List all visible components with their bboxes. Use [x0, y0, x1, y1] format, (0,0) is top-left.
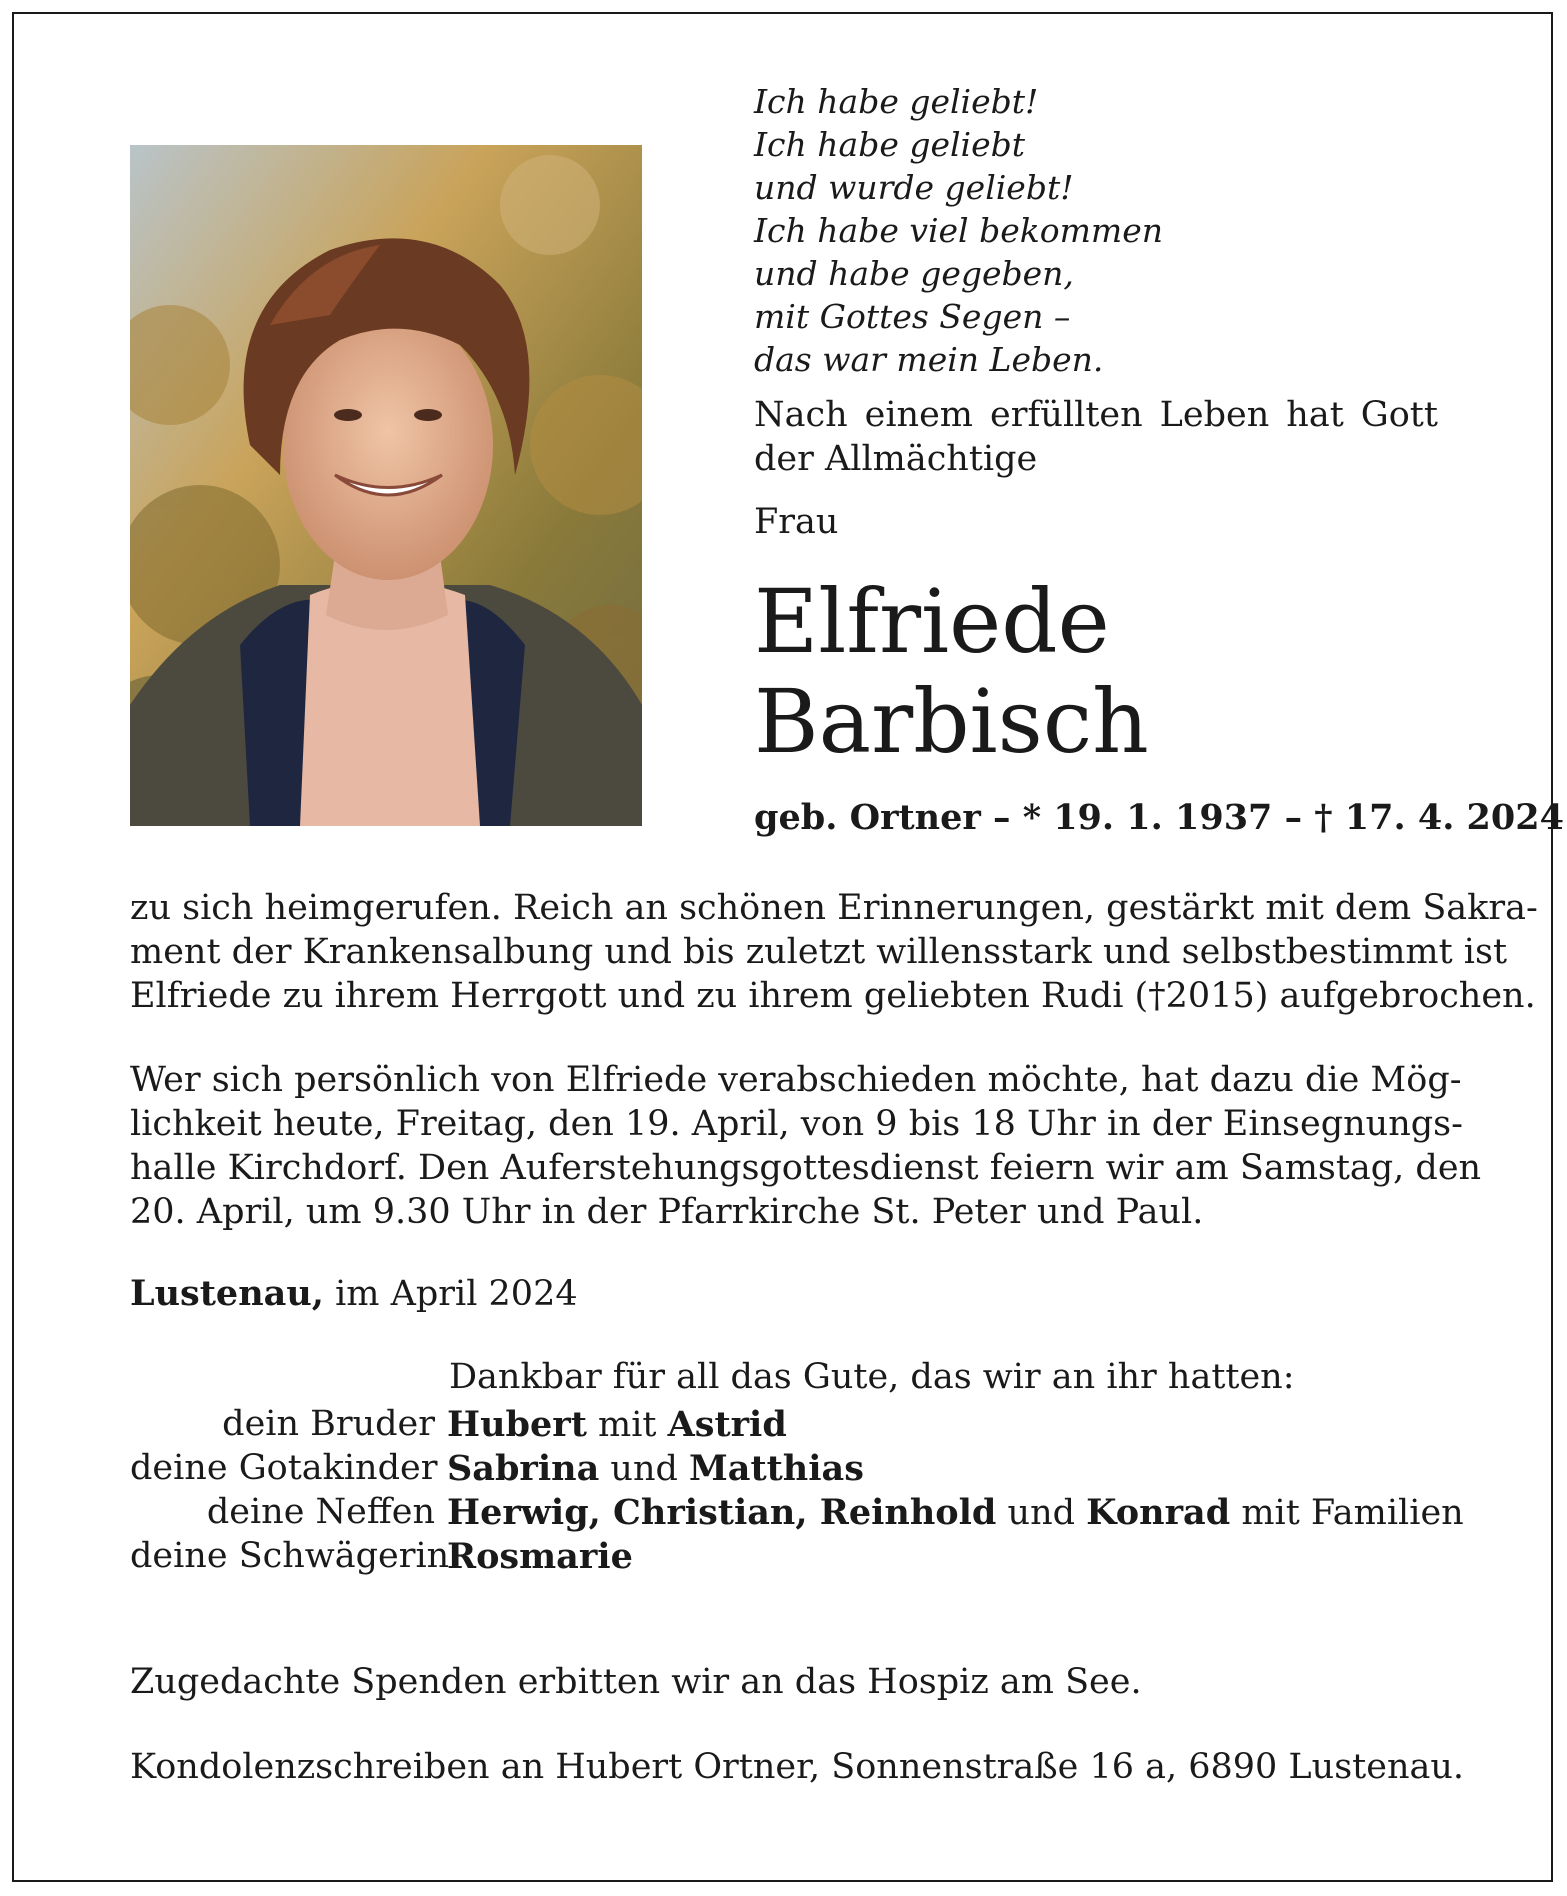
relative-name: Sabrina: [447, 1448, 600, 1489]
portrait-illustration: [130, 145, 642, 826]
poem-line: und habe gegeben,: [754, 254, 1074, 293]
relative-names: [447, 1403, 787, 1447]
paragraph-line: Wer sich persönlich von Elfriede verabschieden möchte, hat dazu die Mög-: [130, 1060, 1462, 1100]
poem: [754, 80, 1374, 381]
left-eye: [334, 409, 362, 421]
poem-line: und wurde geliebt!: [754, 168, 1074, 207]
condolence-address: Kondolenzschreiben an Hubert Ortner, Sonnenstraße 16 a, 6890 Lustenau.: [130, 1747, 1465, 1787]
paragraph-line: zu sich heimgerufen. Reich an schönen Erinnerungen, gestärkt mit dem Sakra-: [130, 888, 1538, 928]
relative-row: [130, 1491, 1464, 1535]
paragraph-line: Elfriede zu ihrem Herrgott und zu ihrem geliebten Rudi (†2015) aufgebrochen.: [130, 976, 1536, 1016]
relative-names: [447, 1491, 1464, 1535]
poem-line: mit Gottes Segen –: [754, 297, 1071, 336]
relative-connector: und: [599, 1449, 690, 1489]
paragraph-announcement: [130, 886, 1538, 1018]
intro-word: Nach: [754, 395, 848, 435]
deceased-name: [754, 572, 1149, 772]
relatives-list: [130, 1403, 1464, 1579]
intro-word: hat: [1286, 395, 1344, 435]
relative-names: [447, 1447, 864, 1491]
donation-note: Zugedachte Spenden erbitten wir an das Hospiz am See.: [130, 1662, 1142, 1702]
intro-line-1: [754, 393, 1438, 437]
relative-name: Rosmarie: [447, 1536, 633, 1577]
poem-line: Ich habe geliebt!: [754, 82, 1039, 121]
relative-connector: mit: [586, 1405, 668, 1445]
relative-label: deine Gotakinder: [130, 1448, 438, 1488]
poem-line: Ich habe viel bekommen: [754, 211, 1163, 250]
relative-label: deine Neffen: [206, 1492, 435, 1532]
right-eye: [414, 409, 442, 421]
place-date: [130, 1272, 578, 1316]
relative-name: Hubert: [447, 1404, 587, 1445]
last-name: Barbisch: [754, 670, 1149, 773]
relative-name: Herwig, Christian, Reinhold: [447, 1492, 997, 1533]
poem-line: das war mein Leben.: [754, 340, 1104, 379]
relative-connector: und: [996, 1493, 1087, 1533]
relative-row: [130, 1447, 1464, 1491]
portrait-photo: [130, 145, 642, 826]
intro-text: [754, 393, 1438, 481]
relative-label: dein Bruder: [222, 1404, 435, 1444]
intro-line-2: der Allmächtige: [754, 439, 1038, 479]
paragraph-line: lichkeit heute, Freitag, den 19. April, von 9 bis 18 Uhr in der Einsegnungs-: [130, 1104, 1463, 1144]
relative-names: [447, 1535, 633, 1579]
salutation: Frau: [754, 502, 839, 542]
paragraph-farewell: [130, 1058, 1482, 1234]
place-month: im April 2024: [335, 1274, 578, 1314]
relative-row: [130, 1403, 1464, 1447]
relative-connector: mit Familien: [1230, 1493, 1464, 1533]
paragraph-line: ment der Krankensalbung und bis zuletzt willensstark und selbstbestimmt ist: [130, 932, 1508, 972]
relative-row: [130, 1535, 1464, 1579]
relative-name: Astrid: [667, 1404, 787, 1445]
intro-word: Leben: [1159, 395, 1270, 435]
intro-word: erfüllten: [990, 395, 1143, 435]
paragraph-line: 20. April, um 9.30 Uhr in der Pfarrkirche St. Peter und Paul.: [130, 1192, 1204, 1232]
place-city: Lustenau,: [130, 1273, 324, 1314]
intro-word: Gott: [1360, 395, 1438, 435]
relative-name: Matthias: [689, 1448, 864, 1489]
first-name: Elfriede: [754, 570, 1110, 673]
paragraph-line: halle Kirchdorf. Den Auferstehungsgottesdienst feiern wir am Samstag, den: [130, 1148, 1482, 1188]
poem-line: Ich habe geliebt: [754, 125, 1026, 164]
life-dates: geb. Ortner – * 19. 1. 1937 – † 17. 4. 2024: [754, 797, 1564, 838]
intro-word: einem: [864, 395, 973, 435]
relative-label: deine Schwägerin: [130, 1536, 450, 1576]
thanks-line: Dankbar für all das Gute, das wir an ihr hatten:: [449, 1357, 1295, 1397]
relative-name: Konrad: [1086, 1492, 1231, 1533]
